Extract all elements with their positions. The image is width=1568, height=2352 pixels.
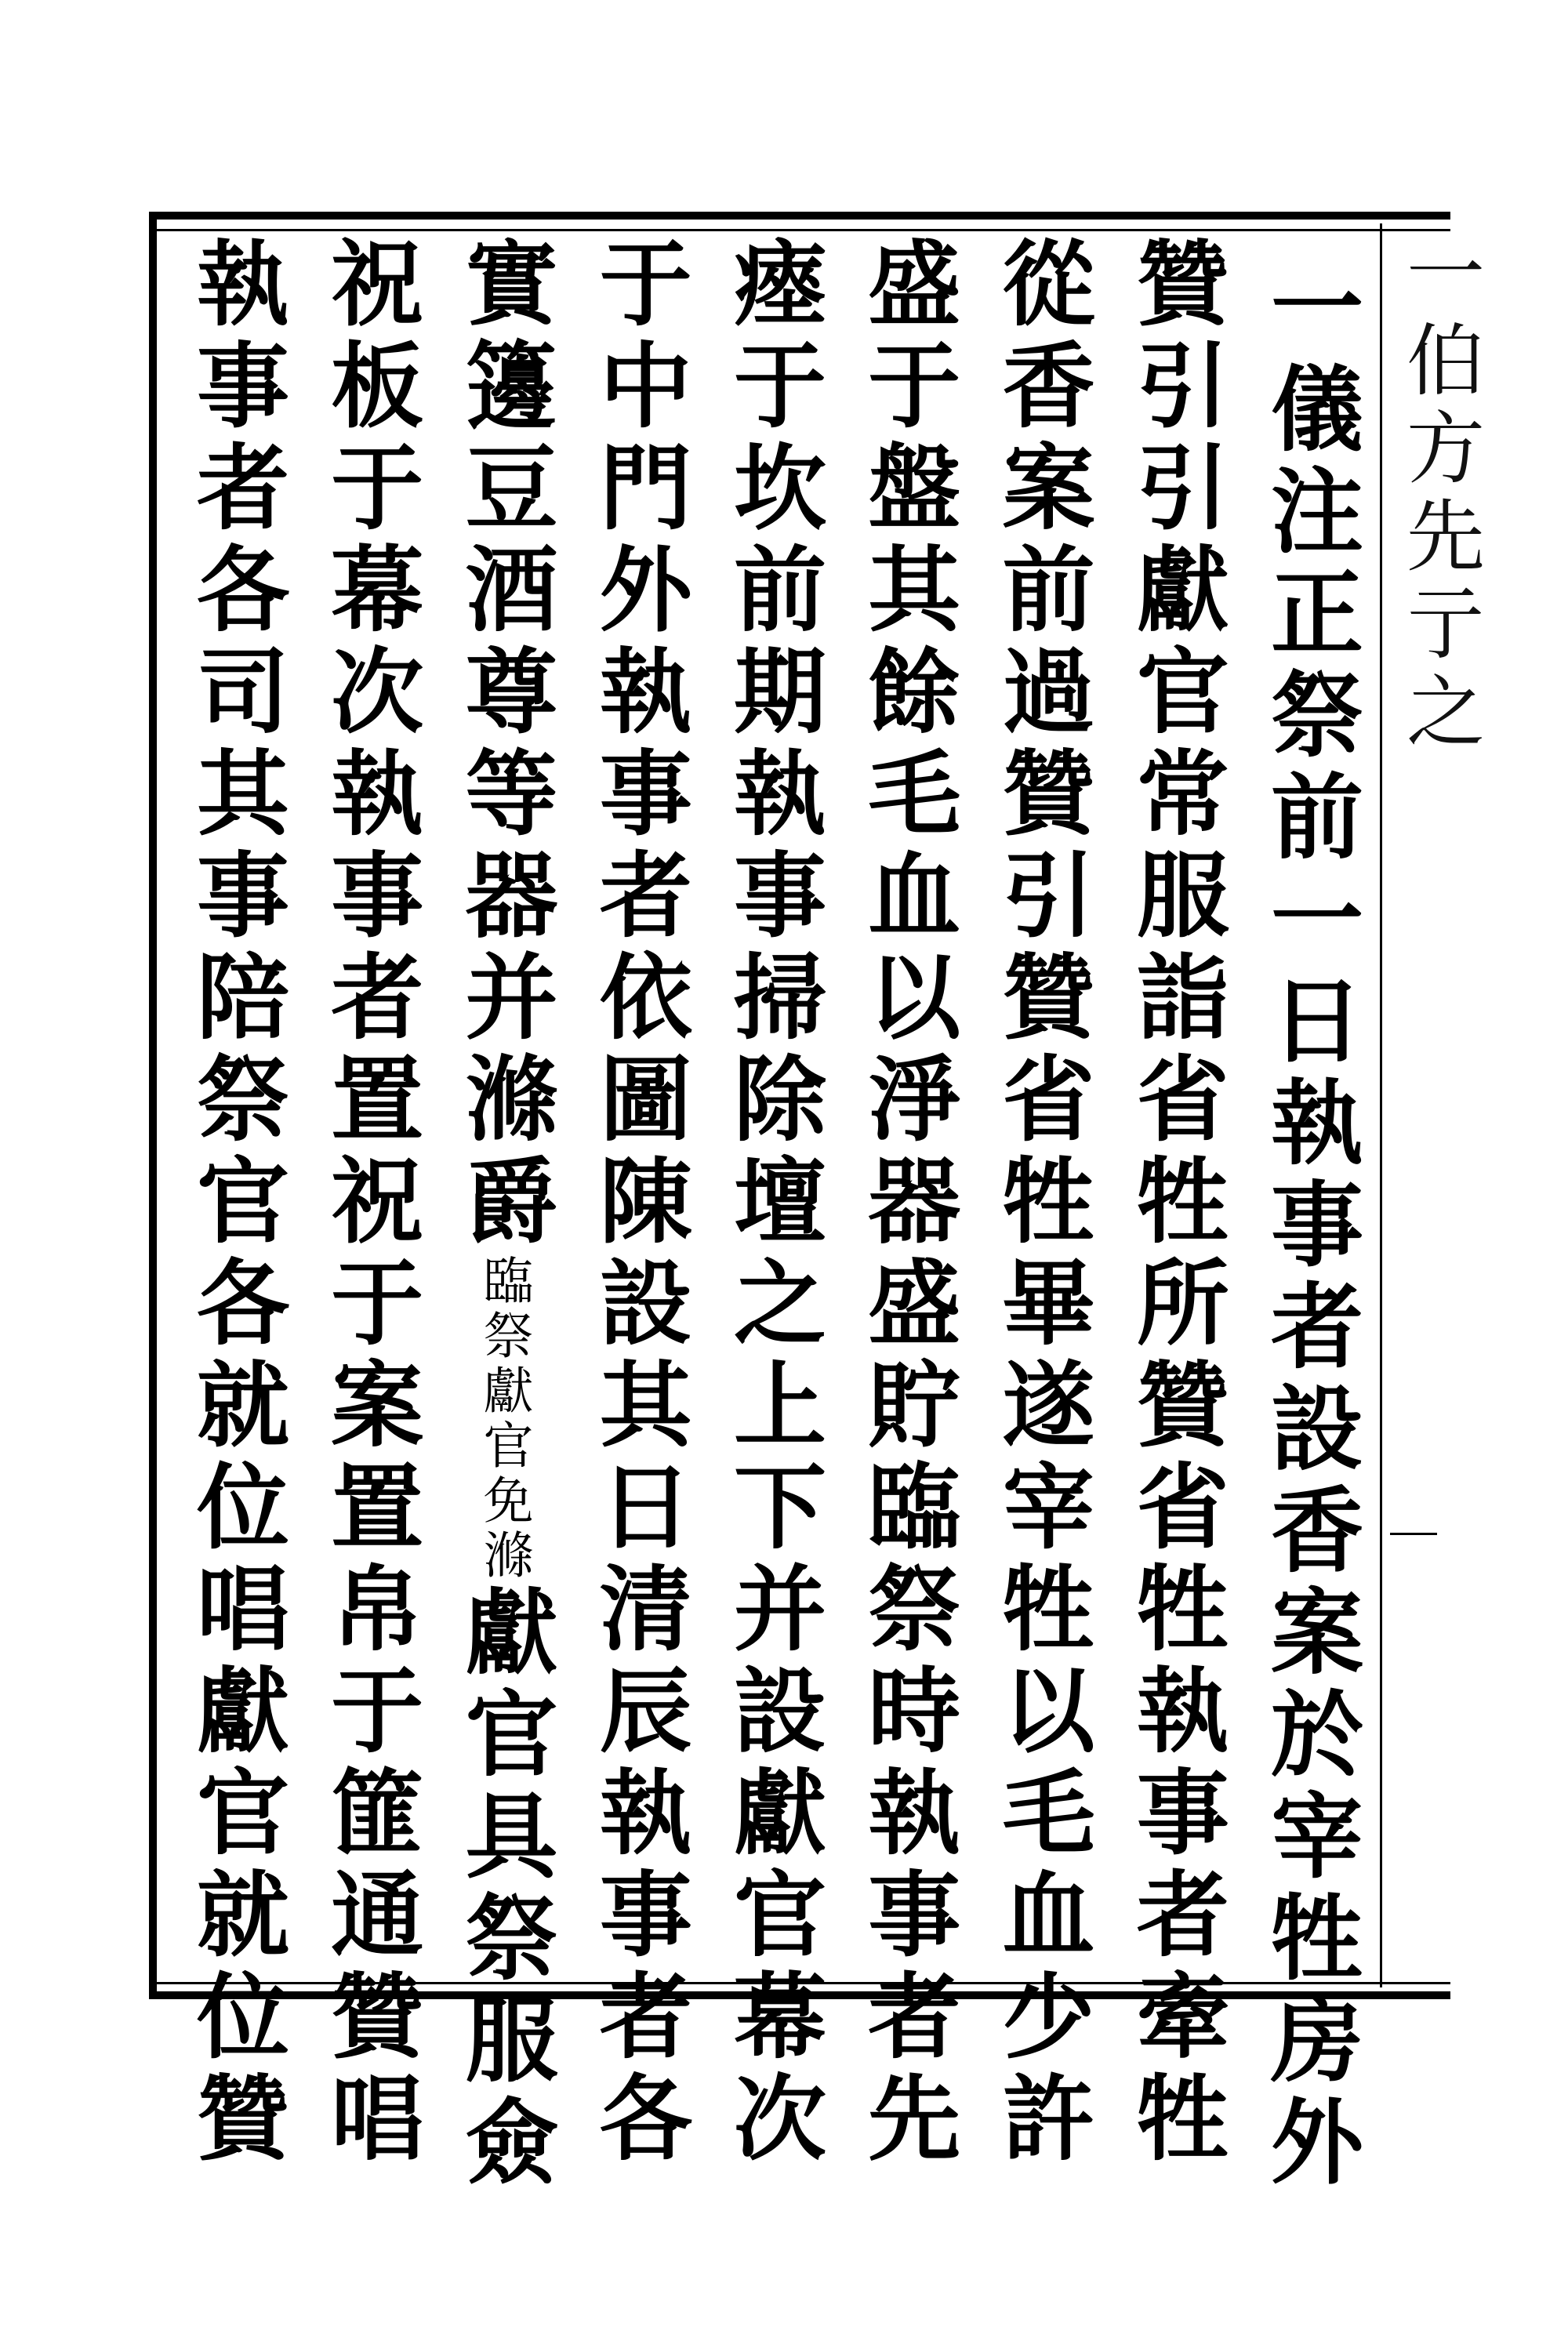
text-column-1: 一儀注正祭前一日執事者設香案於宰牲房外: [1255, 259, 1364, 2195]
frame-top-rule: [157, 229, 1450, 231]
text-column-6: 于中門外執事者依圖陳設其日清辰執事者各: [583, 235, 693, 2172]
interlinear-note: 臨祭獻官免滌: [474, 1254, 533, 1584]
margin-text: 一伯方先亍之: [1393, 231, 1485, 758]
text-column-9: 執事者各司其事陪祭官各就位唱獻官就位贊: [181, 235, 290, 2172]
text-body: [169, 235, 1376, 2195]
text-column-7-after: 獻官具祭服僉: [449, 1584, 559, 2195]
margin-tick: [1390, 1533, 1437, 1535]
margin-strip: [1380, 223, 1485, 1987]
text-column-2: 贊引引獻官常服詣省牲所贊省牲執事者牽牲: [1120, 235, 1230, 2172]
text-column-8: 祝板于幕次執事者置祝于案置帛于篚通贊唱: [315, 235, 425, 2172]
text-column-7: [437, 235, 571, 2195]
text-column-7-main: 實籩豆酒尊等器并滌爵: [449, 235, 559, 1254]
text-column-4: 盛于盤其餘毛血以淨器盛貯臨祭時執事者先: [852, 235, 962, 2172]
text-column-5: 瘞于坎前期執事掃除壇之上下并設獻官幕次: [718, 235, 827, 2172]
text-column-3: 從香案前過贊引贊省牲畢遂宰牲以毛血少許: [986, 235, 1096, 2172]
